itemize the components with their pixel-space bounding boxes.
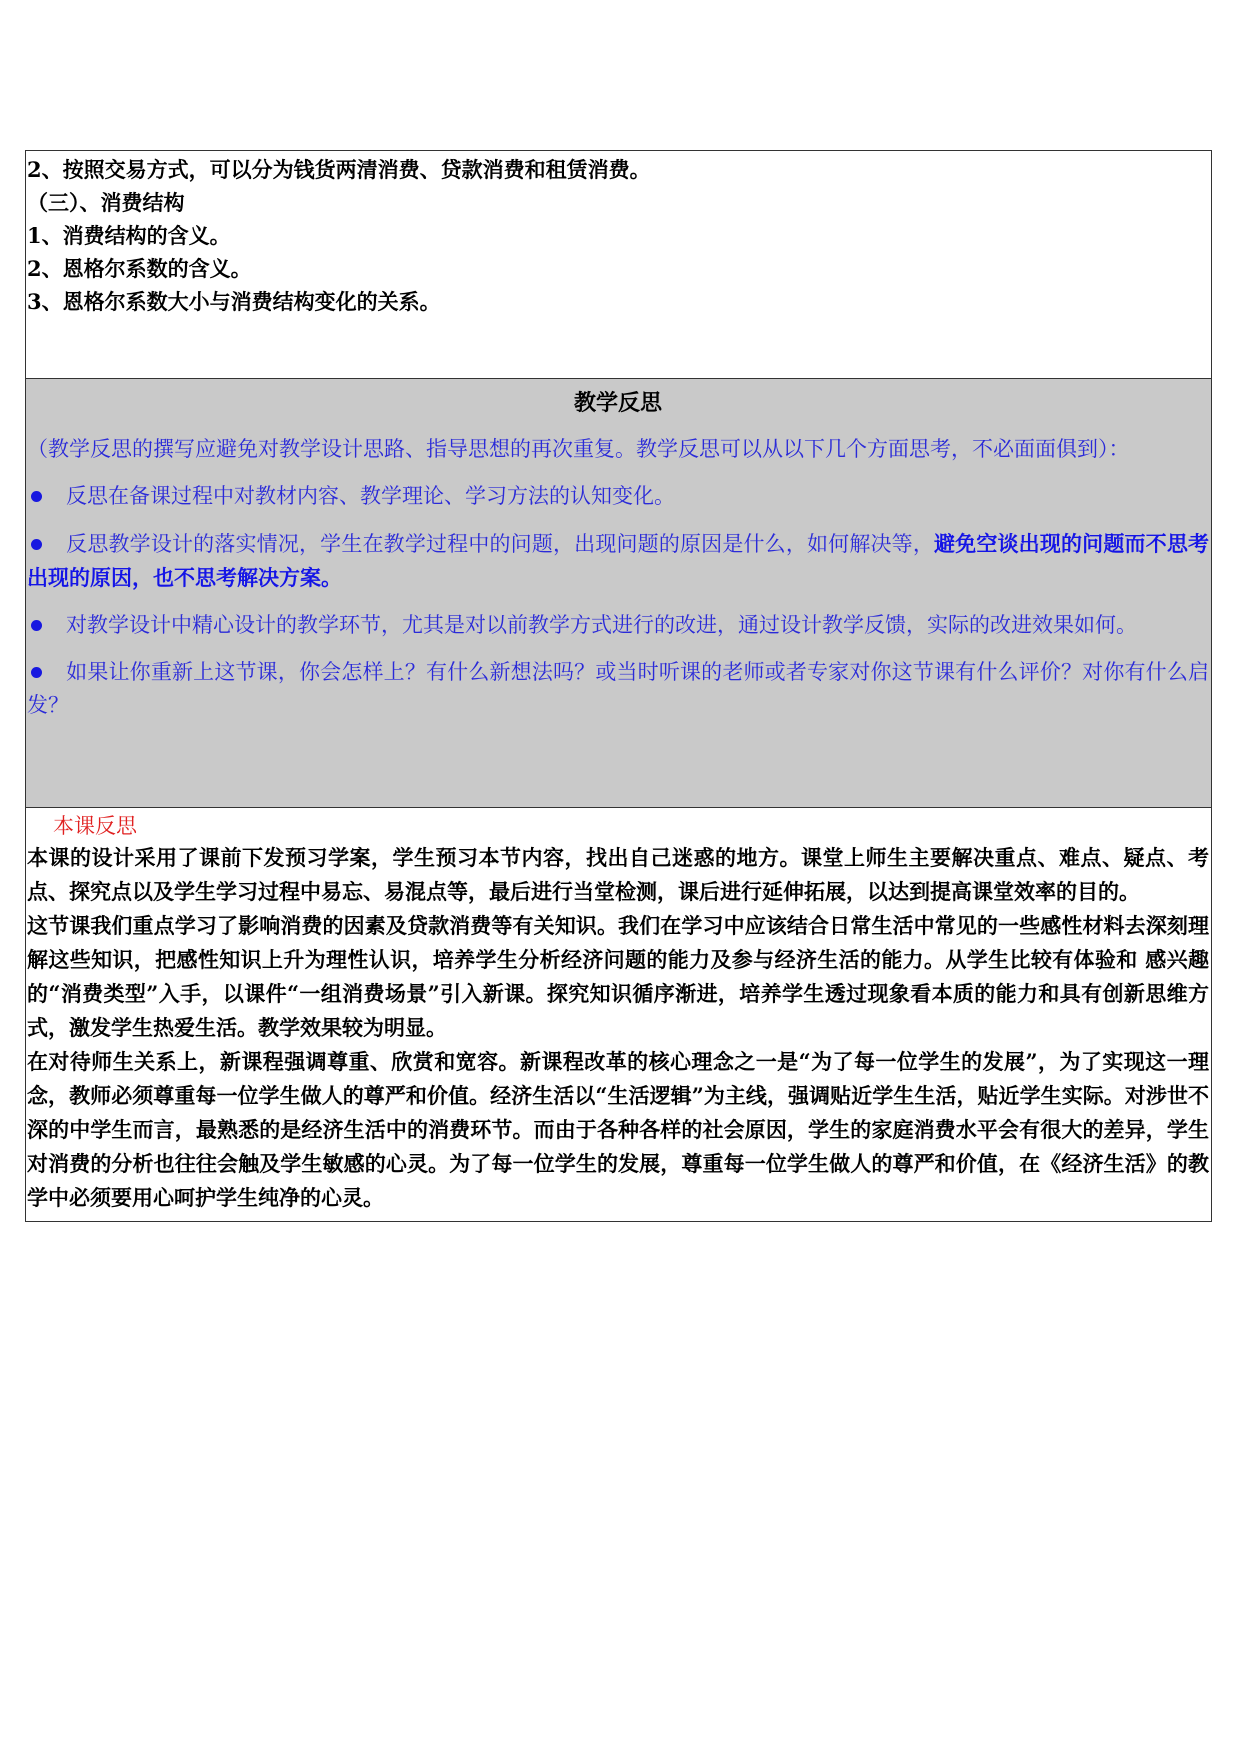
outline-cell — [26, 151, 1211, 379]
reflection-paragraph: 这节课我们重点学习了影响消费的因素及贷款消费等有关知识。我们在学习中应该结合日常生活中常见的一些感性材料去深刻理解这些知识，把感性知识上升为理性认识，培养学生分析经济问题的能力及参与经济生活的能力。从学生比较有体验和 感兴趣的“消费类型”入手，以课件“一组消费场景”引入新课。探究知识循序渐进，培养学生透过现象看本质的能力和具有创新思维方式，激发学生热爱生活。教学效果较为明显。 — [27, 913, 1209, 1040]
guide-bullet — [27, 656, 1209, 722]
bullet-text: 反思在备课过程中对教材内容、教学理论、学习方法的认知变化。 — [66, 484, 675, 508]
guide-bullet — [27, 609, 1209, 642]
bullet-dot-icon — [31, 667, 42, 678]
bullet-text: 对教学设计中精心设计的教学环节，尤其是对以前教学方式进行的改进，通过设计教学反馈，实际的改进效果如何。 — [66, 613, 1137, 637]
bullet-text: 反思教学设计的落实情况，学生在教学过程中的问题，出现问题的原因是什么，如何解决等， — [66, 532, 934, 556]
guide-bullet — [27, 480, 1209, 513]
lesson-reflection-cell — [26, 808, 1211, 1221]
bullet-dot-icon — [31, 539, 42, 550]
outline-line: 1、消费结构的含义。 — [27, 223, 231, 248]
reflection-title: 本课反思 — [53, 814, 137, 838]
outline-line: 3、恩格尔系数大小与消费结构变化的关系。 — [27, 289, 441, 314]
guide-intro: （教学反思的撰写应避免对教学设计思路、指导思想的再次重复。教学反思可以从以下几个方面思考，不必面面俱到）： — [27, 437, 1130, 461]
bullet-text: 如果让你重新上这节课，你会怎样上？有什么新想法吗？或当时听课的老师或者专家对你这节课有什么评价？对你有什么启发？ — [27, 660, 1209, 717]
guide-bullet — [27, 527, 1209, 595]
outline-heading: （三）、消费结构 — [27, 190, 185, 215]
lesson-plan-table — [25, 150, 1212, 1222]
reflection-paragraph: 本课的设计采用了课前下发预习学案，学生预习本节内容，找出自己迷惑的地方。课堂上师生主要解决重点、难点、疑点、考点、探究点以及学生学习过程中易忘、易混点等，最后进行当堂检测，课后进行延伸拓展，以达到提高课堂效率的目的。 — [27, 845, 1209, 904]
reflection-guide-cell — [26, 379, 1211, 808]
bullet-dot-icon — [31, 491, 42, 502]
bullet-dot-icon — [31, 620, 42, 631]
outline-line: 2、按照交易方式，可以分为钱货两清消费、贷款消费和租赁消费。 — [27, 157, 651, 182]
section-title: 教学反思 — [573, 390, 662, 416]
reflection-paragraph: 在对待师生关系上，新课程强调尊重、欣赏和宽容。新课程改革的核心理念之一是“为了每一位学生的发展”，为了实现这一理念，教师必须尊重每一位学生做人的尊严和价值。经济生活以“生活逻辑”为主线，强调贴近学生生活，贴近学生实际。对涉世不深的中学生而言，最熟悉的是经济生活中的消费环节。而由于各种各样的社会原因，学生的家庭消费水平会有很大的差异，学生对消费的分析也往往会触及学生敏感的心灵。为了每一位学生的发展，尊重每一位学生做人的尊严和价值，在《经济生活》的教学中必须要用心呵护学生纯净的心灵。 — [27, 1049, 1209, 1210]
outline-line: 2、恩格尔系数的含义。 — [27, 256, 252, 281]
bullet-emphasis-text: 避免空谈出现的问题而不思考出现的原因，也不思考解决方案。 — [27, 531, 1209, 590]
